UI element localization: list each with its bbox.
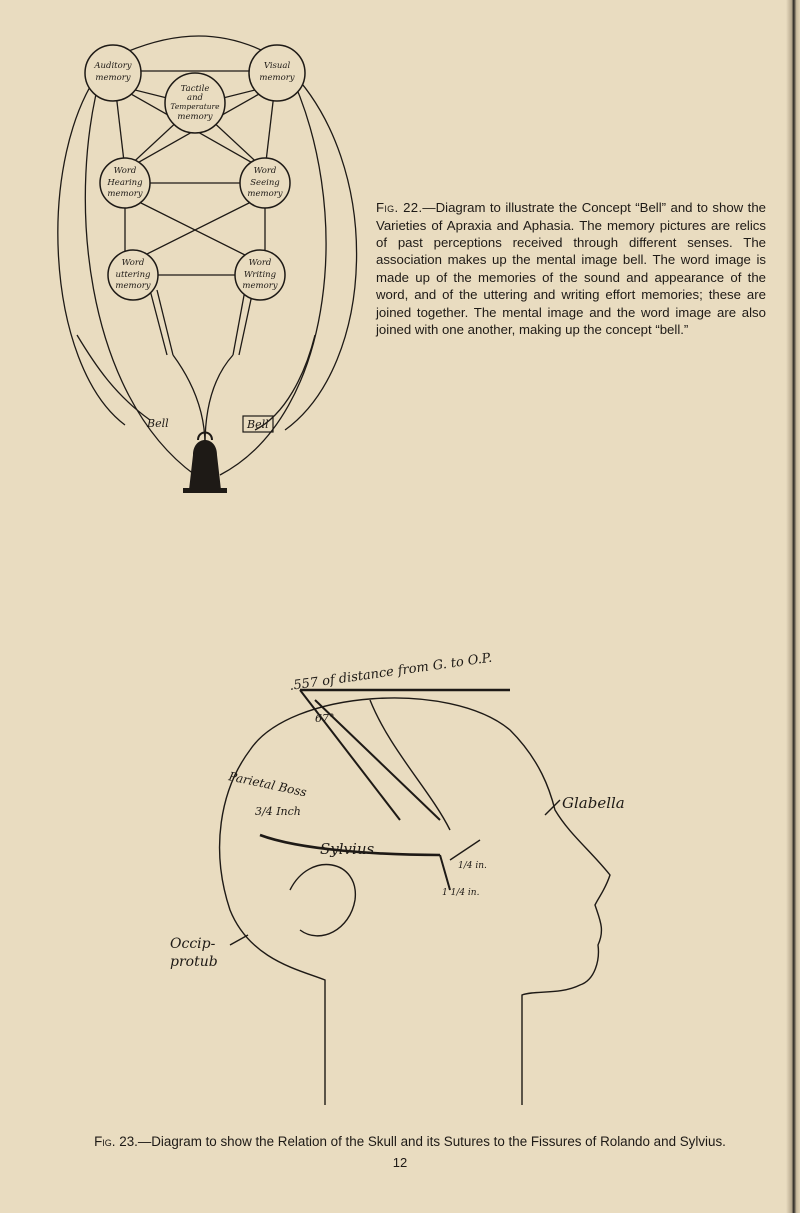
tactile-label-4: memory	[177, 112, 213, 122]
word-seeing-label-3: memory	[247, 189, 283, 199]
word-seeing-label-2: Seeing	[250, 178, 280, 188]
bell-word-left: Bell	[147, 417, 169, 430]
concept-bell-diagram	[55, 35, 365, 505]
page-number: 12	[392, 1155, 408, 1170]
word-uttering-label-2: uttering	[115, 270, 151, 280]
word-hearing-label-1: Word	[113, 166, 137, 176]
word-writing-label-2: Writing	[243, 270, 277, 280]
word-uttering-label-3: memory	[115, 281, 151, 291]
protub-label: protub	[170, 954, 218, 970]
bell-icon	[183, 433, 227, 494]
occip-label: Occip-	[170, 936, 216, 952]
word-seeing-label-1: Word	[253, 166, 277, 176]
word-uttering-label-1: Word	[121, 258, 145, 268]
tactile-label-3: Temperature	[170, 102, 220, 111]
word-writing-label-3: memory	[242, 281, 278, 291]
fig23-caption	[40, 1134, 780, 1149]
word-hearing-label-2: Hearing	[107, 178, 143, 188]
glabella-label: Glabella	[562, 794, 625, 812]
tactile-label-1: Tactile	[180, 84, 210, 94]
word-writing-label-1: Word	[248, 258, 272, 268]
visual-label-1: Visual	[263, 61, 291, 71]
fig23-text: —Diagram to show the Relation of the Skull and its Sutures to the Fissures of Rolando and Sylvius.	[137, 1134, 726, 1150]
skull-sutures-illustration	[150, 650, 670, 1110]
tactile-label-2: and	[187, 93, 203, 103]
inch-one-label: 1 1/4 in.	[442, 888, 480, 898]
bell-word-right: Bell	[247, 418, 269, 431]
sylvius-label: Sylvius	[320, 840, 375, 858]
word-hearing-label-3: memory	[107, 189, 143, 199]
visual-label-2: memory	[259, 73, 295, 83]
distance-label: .557 of distance from G. to O.P.	[288, 650, 493, 694]
fig23-label: Fig. 23.	[94, 1134, 138, 1150]
fig22-caption	[376, 199, 766, 338]
fig22-text: —Diagram to illustrate the Concept “Bell” and to show the Varieties of Apraxia and Aphasia. The memory pictures are relics of past perceptions received through different senses. The association makes up the mental image bell. The word image is made up of the memories of the sound and appearance of the word, and of the uttering and writing effort memories; these are joined together. The mental image and the word image are also joined with one another, making up the concept “bell.”	[376, 200, 766, 338]
page-binding-edge	[786, 0, 800, 1213]
fig22-label: Fig. 22.	[376, 200, 423, 216]
angle-label: 67°	[315, 712, 335, 725]
parietal-label: Parietal Boss	[227, 769, 308, 800]
inch-label: 3/4 Inch	[255, 805, 301, 818]
auditory-label-2: memory	[95, 73, 131, 83]
inch-small-label: 1/4 in.	[458, 861, 487, 871]
auditory-label-1: Auditory	[94, 61, 132, 71]
